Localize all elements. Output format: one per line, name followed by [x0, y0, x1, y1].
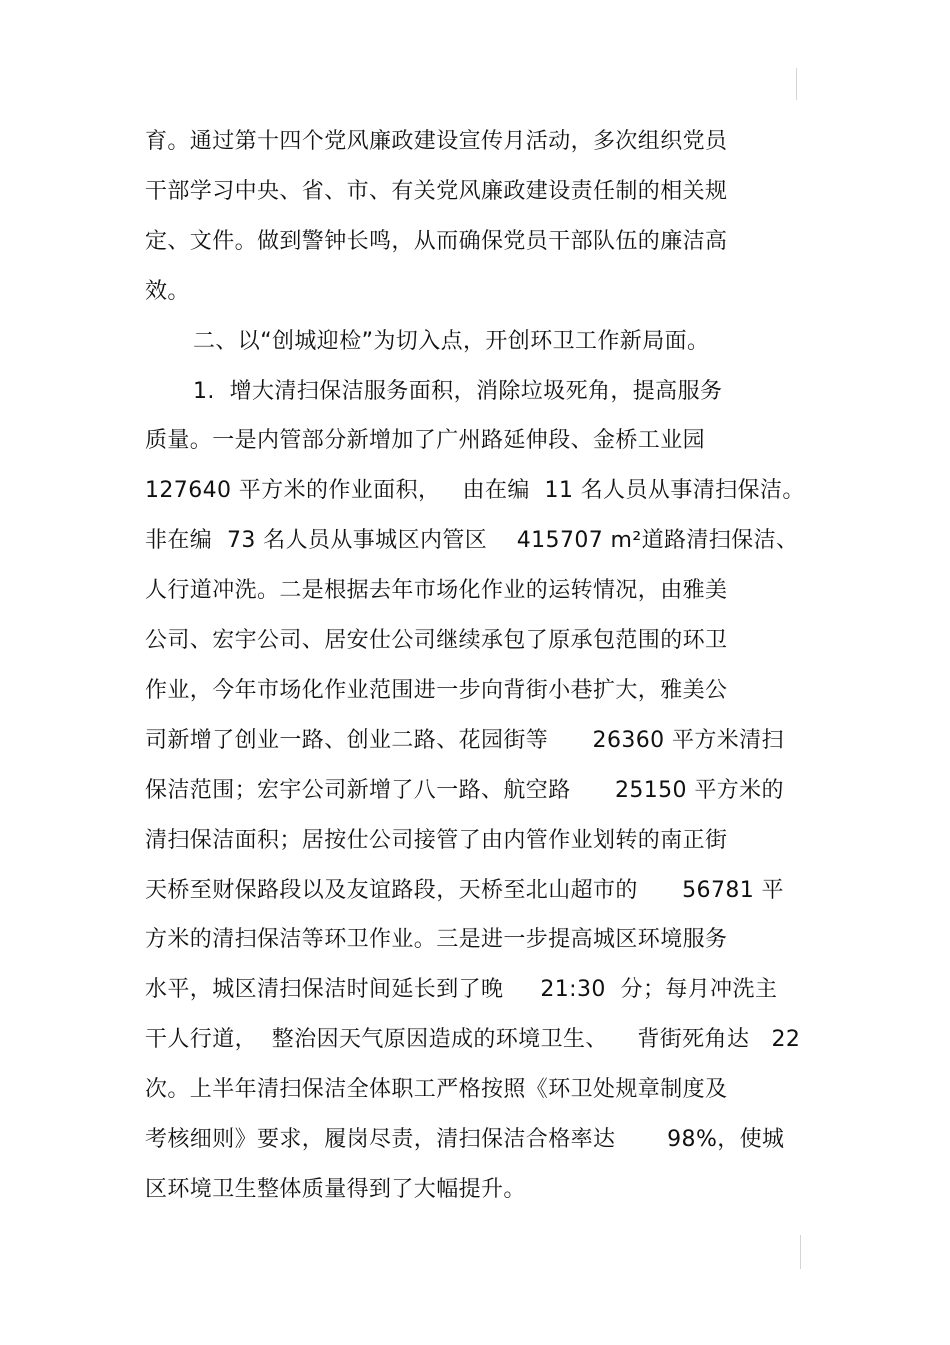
- text-line: 127640 平方米的作业面积， 由在编 11 名人员从事清扫保洁。: [145, 478, 805, 503]
- text-line: 考核细则》要求，履岗尽责，清扫保洁合格率达 98%，使城: [145, 1127, 785, 1152]
- text-line: 育。通过第十四个党风廉政建设宣传月活动，多次组织党员: [145, 129, 728, 154]
- text-line: 保洁范围；宏宇公司新增了八一路、航空路 25150 平方米的: [145, 778, 784, 803]
- text-line: 干人行道， 整治因天气原因造成的环境卫生、 背街死角达 22: [145, 1027, 801, 1052]
- text-line: 司新增了创业一路、创业二路、花园街等 26360 平方米清扫: [145, 728, 784, 753]
- text-line: 次。上半年清扫保洁全体职工严格按照《环卫处规章制度及: [145, 1077, 728, 1102]
- margin-rule-bottom: [800, 1235, 801, 1269]
- text-line: 天桥至财保路段以及友谊路段，天桥至北山超市的 56781 平: [145, 878, 784, 903]
- text-line: 区环境卫生整体质量得到了大幅提升。: [145, 1177, 526, 1202]
- text-line: 质量。一是内管部分新增加了广州路延伸段、金桥工业园: [145, 428, 706, 453]
- text-line: 1. 增大清扫保洁服务面积，消除垃圾死角，提高服务: [193, 379, 723, 404]
- text-line: 非在编 73 名人员从事城区内管区 415707 m²道路清扫保洁、: [145, 528, 799, 553]
- text-line: 二、以“创城迎检”为切入点，开创环卫工作新局面。: [193, 329, 710, 354]
- text-line: 清扫保洁面积；居按仕公司接管了由内管作业划转的南正街: [145, 828, 728, 853]
- margin-rule-top: [796, 68, 797, 100]
- text-line: 作业，今年市场化作业范围进一步向背街小巷扩大，雅美公: [145, 678, 728, 703]
- text-line: 人行道冲洗。二是根据去年市场化作业的运转情况，由雅美: [145, 578, 728, 603]
- text-line: 水平，城区清扫保洁时间延长到了晚 21:30 分；每月冲洗主: [145, 977, 778, 1002]
- text-line: 效。: [145, 279, 190, 304]
- text-line: 公司、宏宇公司、居安仕公司继续承包了原承包范围的环卫: [145, 628, 728, 653]
- text-line: 定、文件。做到警钟长鸣，从而确保党员干部队伍的廉洁高: [145, 229, 728, 254]
- text-line: 方米的清扫保洁等环卫作业。三是进一步提高城区环境服务: [145, 927, 728, 952]
- text-line: 干部学习中央、省、市、有关党风廉政建设责任制的相关规: [145, 179, 728, 204]
